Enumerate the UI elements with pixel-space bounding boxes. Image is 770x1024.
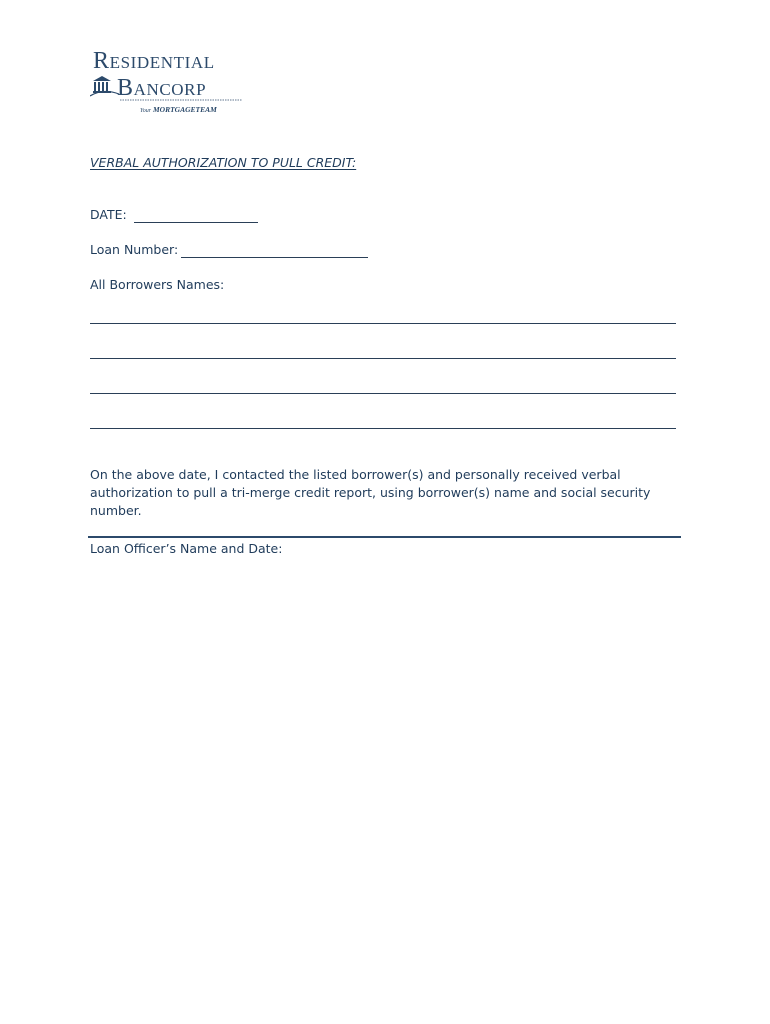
loan-officer-label: Loan Officer’s Name and Date: — [90, 541, 283, 556]
logo-line-2: BANCORP — [117, 75, 207, 101]
loan-number-blank-line[interactable] — [181, 244, 368, 258]
logo-line-1: RESIDENTIAL — [93, 48, 215, 74]
borrower-name-line[interactable] — [90, 358, 676, 359]
borrowers-label: All Borrowers Names: — [90, 277, 225, 292]
date-field[interactable] — [90, 206, 258, 223]
date-label: DATE: — [90, 207, 127, 222]
borrower-name-line[interactable] — [90, 323, 676, 324]
authorization-statement: On the above date, I contacted the listed borrower(s) and personally received verbal authorization to pull a tri-merge credit report, using borrower(s) name and social security number. — [90, 467, 651, 518]
signature-line[interactable] — [88, 536, 681, 538]
borrower-name-line[interactable] — [90, 393, 676, 394]
borrower-name-line[interactable] — [90, 428, 676, 429]
loan-number-field[interactable] — [90, 241, 368, 258]
company-logo — [90, 46, 246, 116]
logo-tagline: Your MORTGAGETEAM — [140, 105, 217, 114]
date-blank-line[interactable] — [134, 209, 258, 223]
loan-number-label: Loan Number: — [90, 242, 179, 257]
building-icon — [90, 76, 119, 96]
form-title: VERBAL AUTHORIZATION TO PULL CREDIT: — [90, 155, 357, 170]
